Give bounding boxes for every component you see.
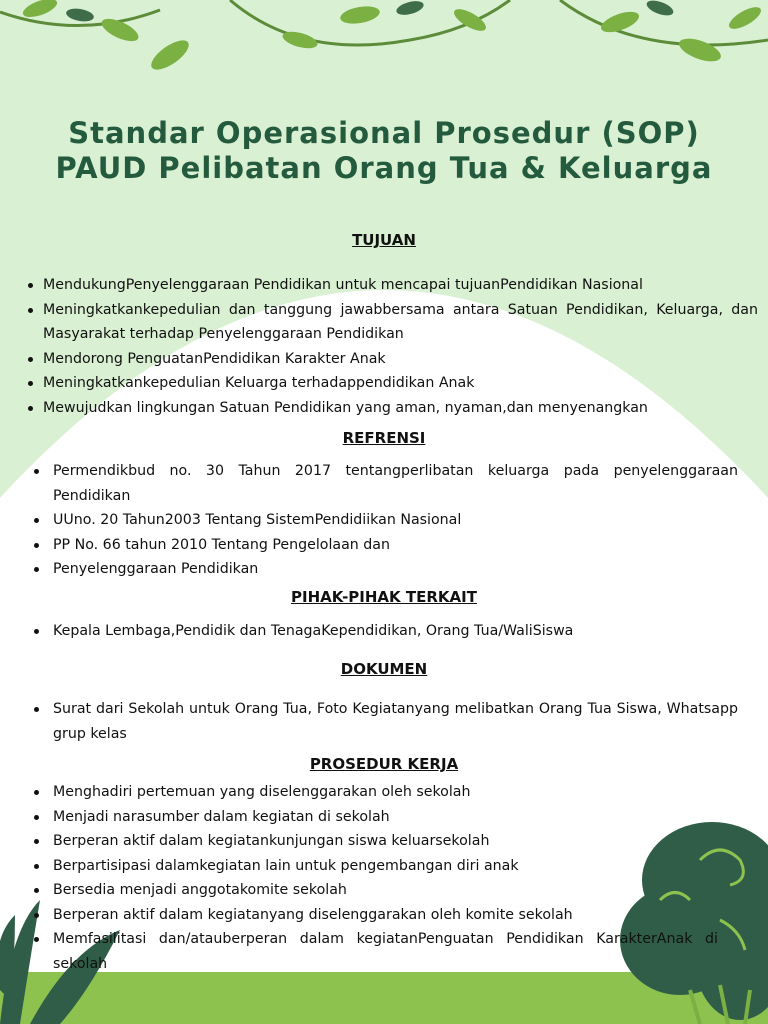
heading-dokumen: DOKUMEN bbox=[340, 660, 428, 678]
list-prosedur-kerja bbox=[53, 780, 718, 976]
list-item: Meningkatkankepedulian dan tanggung jawabbersama antara Satuan Pendidikan, Keluarga, dan Masyarakat terhadap Penyelenggaraan Pendidikan bbox=[43, 298, 758, 347]
list-pihak-terkait bbox=[53, 619, 738, 644]
heading-refrensi: REFRENSI bbox=[342, 429, 426, 447]
list-item: Berperan aktif dalam kegiatankunjungan siswa keluarsekolah bbox=[53, 829, 718, 854]
list-item: Meningkatkankepedulian Keluarga terhadappendidikan Anak bbox=[43, 371, 758, 396]
list-item: Berperan aktif dalam kegiatanyang diselenggarakan oleh komite sekolah bbox=[53, 903, 718, 928]
list-item: MendukungPenyelenggaraan Pendidikan untuk mencapai tujuanPendidikan Nasional bbox=[43, 273, 758, 298]
list-item: Permendikbud no. 30 Tahun 2017 tentangperlibatan keluarga pada penyelenggaraan Pendidikan bbox=[53, 459, 738, 508]
list-item: Penyelenggaraan Pendidikan bbox=[53, 557, 738, 582]
list-tujuan bbox=[43, 273, 758, 420]
list-dokumen bbox=[53, 697, 738, 746]
list-item: Menghadiri pertemuan yang diselenggarakan oleh sekolah bbox=[53, 780, 718, 805]
heading-pihak-terkait: PIHAK-PIHAK TERKAIT bbox=[291, 588, 477, 606]
list-refrensi bbox=[53, 459, 738, 582]
list-item: Surat dari Sekolah untuk Orang Tua, Foto Kegiatanyang melibatkan Orang Tua Siswa, Whatsapp grup kelas bbox=[53, 697, 738, 746]
list-item: Mewujudkan lingkungan Satuan Pendidikan yang aman, nyaman,dan menyenangkan bbox=[43, 396, 758, 421]
list-item: Mendorong PenguatanPendidikan Karakter Anak bbox=[43, 347, 758, 372]
list-item: PP No. 66 tahun 2010 Tentang Pengelolaan dan bbox=[53, 533, 738, 558]
list-item: Berpartisipasi dalamkegiatan lain untuk pengembangan diri anak bbox=[53, 854, 718, 879]
heading-prosedur-kerja: PROSEDUR KERJA bbox=[309, 755, 459, 773]
list-item: UUno. 20 Tahun2003 Tentang SistemPendidiikan Nasional bbox=[53, 508, 738, 533]
list-item: Bersedia menjadi anggotakomite sekolah bbox=[53, 878, 718, 903]
list-item: Kepala Lembaga,Pendidik dan TenagaKependidikan, Orang Tua/WaliSiswa bbox=[53, 619, 738, 644]
title-line-1: Standar Operasional Prosedur (SOP) bbox=[68, 116, 700, 150]
list-item: Menjadi narasumber dalam kegiatan di sekolah bbox=[53, 805, 718, 830]
title-line-2: PAUD Pelibatan Orang Tua & Keluarga bbox=[55, 151, 713, 185]
list-item: Memfasilitasi dan/atauberperan dalam kegiatanPenguatan Pendidikan KarakterAnak di sekolah bbox=[53, 927, 718, 976]
heading-tujuan: TUJUAN bbox=[352, 231, 416, 249]
